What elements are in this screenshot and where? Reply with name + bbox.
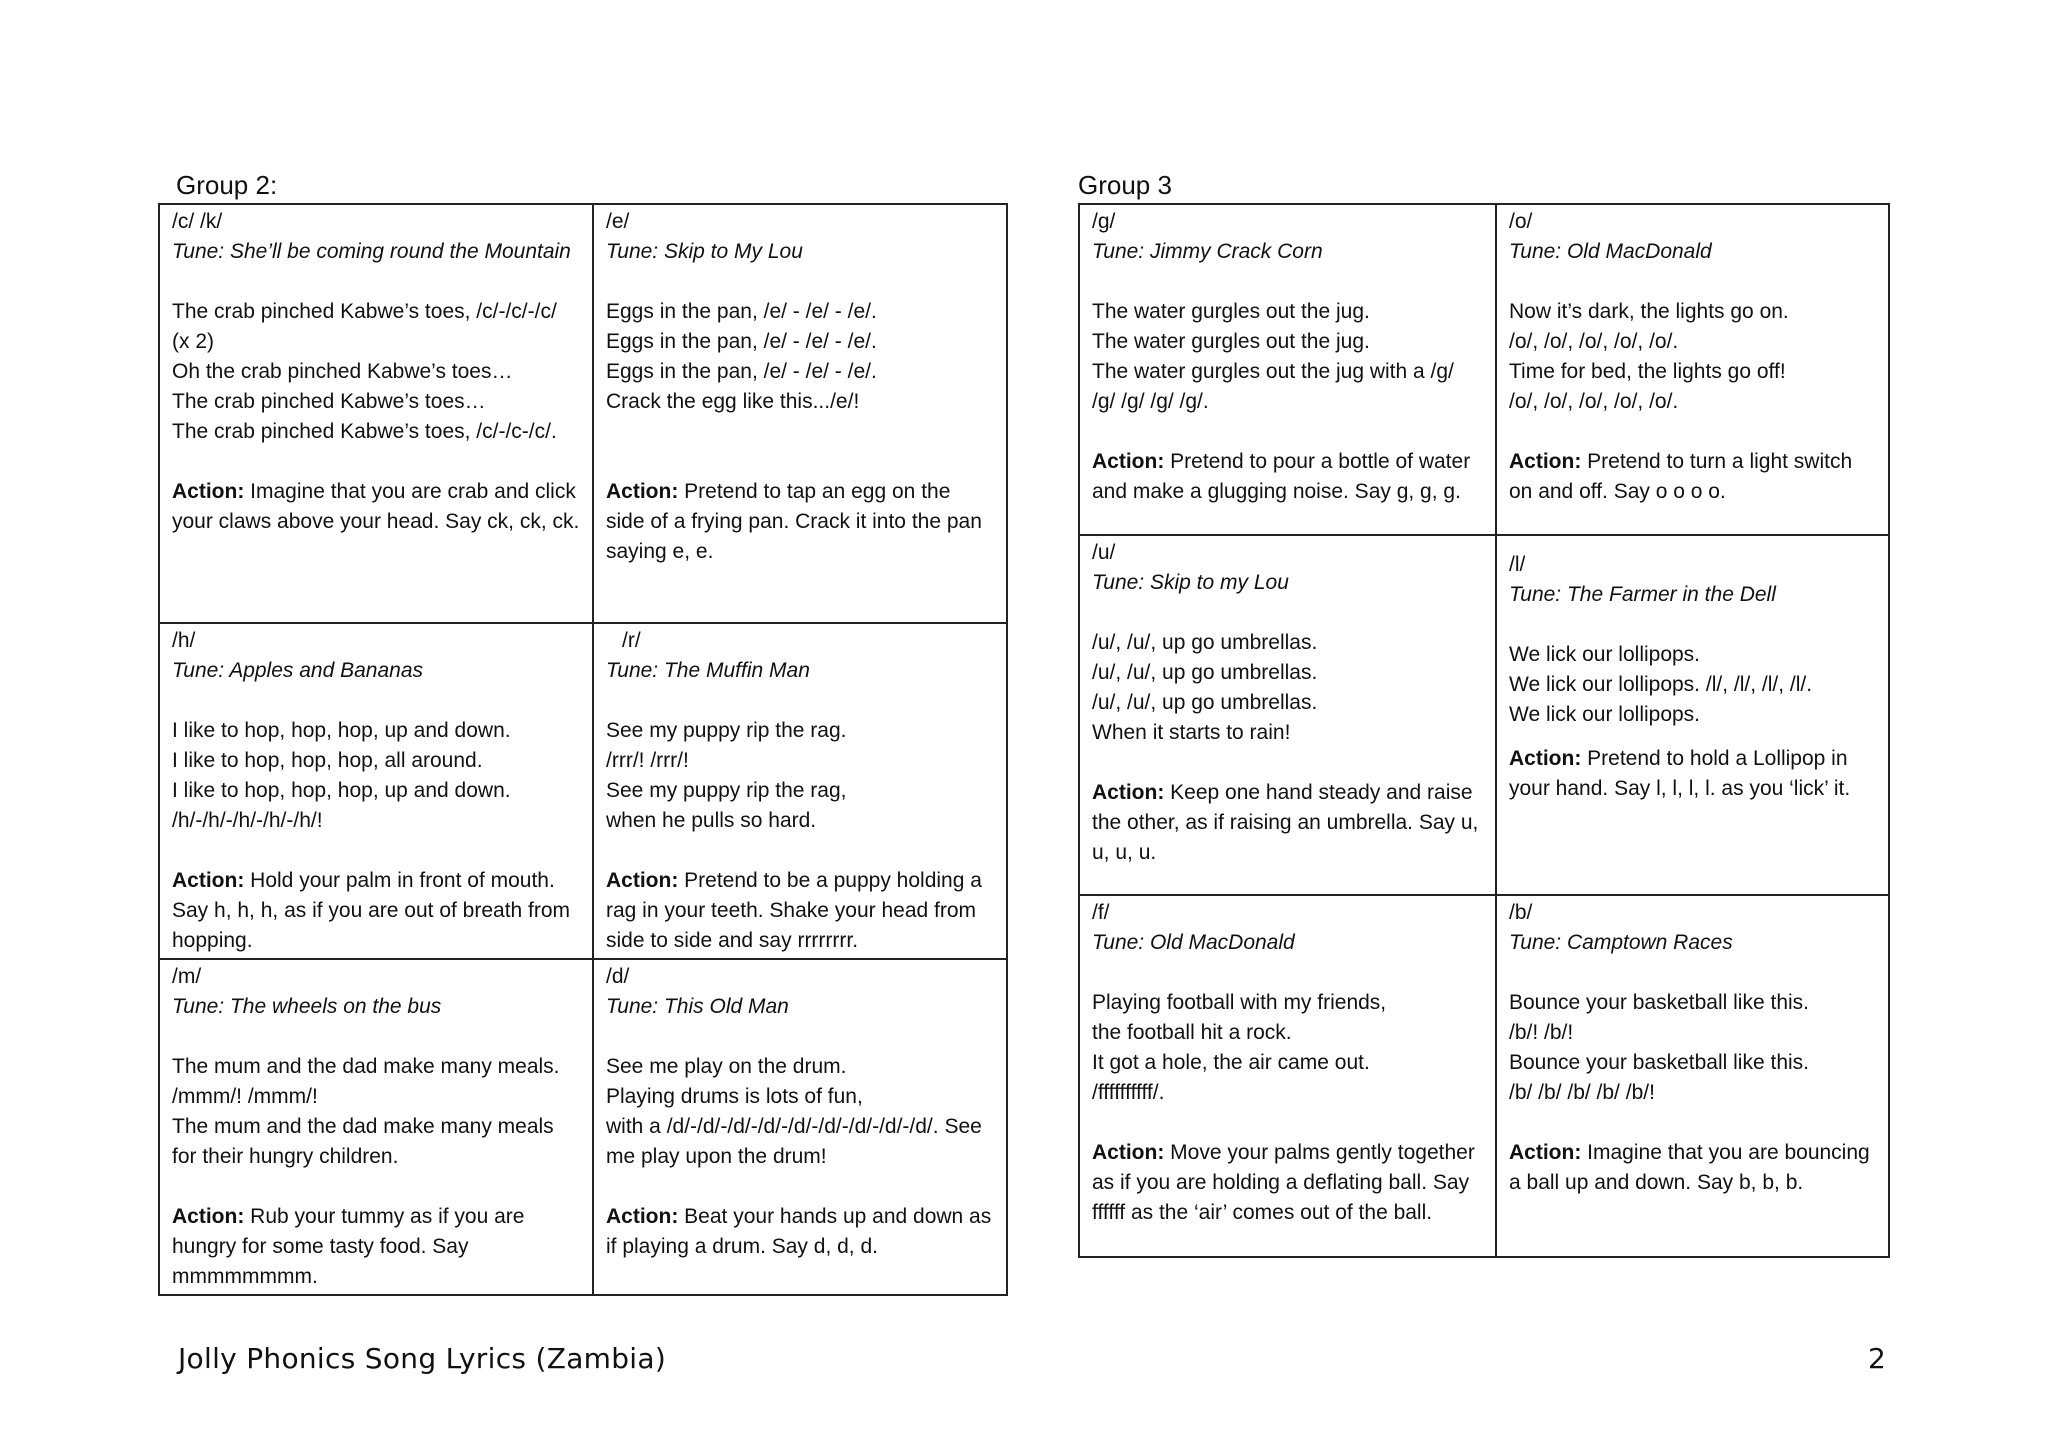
song-lyrics: We lick our lollipops. We lick our lollipops. /l/, /l/, /l/, /l/. We lick our lollipops. [1509, 643, 1813, 726]
group-3-table [1078, 203, 1890, 1258]
sound-label: /f/ [1092, 901, 1110, 924]
sound-label: /r/ [622, 629, 641, 652]
action-instructions [172, 1202, 580, 1292]
action-text: Imagine that you are crab and click your claws above your head. Say ck, ck, ck. [172, 480, 580, 533]
song-lyrics: See me play on the drum. Playing drums is lots of fun, with a /d/-/d/-/d/-/d/-/d/-/d/-/d/-/d/-/d/. See me play upon the drum! [606, 1055, 982, 1168]
song-lyrics: Eggs in the pan, /e/ - /e/ - /e/. Eggs in the pan, /e/ - /e/ - /e/. Eggs in the pan, /e/ - /e/ - /e/. Crack the egg like this.../e/! [606, 300, 877, 413]
sound-label: /g/ [1092, 210, 1116, 233]
cell-o [1496, 204, 1889, 535]
group-3-title: Group 3 [1078, 170, 1172, 200]
sound-label: /u/ [1092, 541, 1116, 564]
action-instructions [1092, 447, 1483, 507]
cell-f [1079, 895, 1496, 1257]
action-label: Action: [1509, 747, 1582, 770]
action-text: Pretend to be a puppy holding a rag in your teeth. Shake your head from side to side and say rrrrrrrr. [606, 869, 982, 952]
action-text: Pretend to turn a light switch on and off. Say o o o o. [1509, 450, 1853, 503]
sound-label: /m/ [172, 965, 202, 988]
cell-c-k [159, 204, 593, 623]
song-lyrics: See my puppy rip the rag. /rrr/! /rrr/! See my puppy rip the rag, when he pulls so hard. [606, 719, 847, 832]
action-label: Action: [1092, 781, 1165, 804]
group-2-title: Group 2: [176, 170, 278, 200]
action-instructions [1092, 778, 1483, 868]
sound-label: /d/ [606, 965, 630, 988]
tune-label: Tune: The Muffin Man [606, 659, 810, 682]
action-instructions [1092, 1138, 1483, 1228]
action-label: Action: [1092, 1141, 1165, 1164]
cell-r [593, 623, 1007, 959]
action-label: Action: [1509, 1141, 1582, 1164]
cell-b [1496, 895, 1889, 1257]
action-label: Action: [172, 480, 245, 503]
tune-label: Tune: Skip to my Lou [1092, 571, 1289, 594]
song-lyrics: /u/, /u/, up go umbrellas. /u/, /u/, up go umbrellas. /u/, /u/, up go umbrellas. When it starts to rain! [1092, 631, 1318, 744]
action-instructions [172, 477, 580, 537]
tune-label: Tune: The Farmer in the Dell [1509, 583, 1776, 606]
sound-label: /h/ [172, 629, 196, 652]
tune-label: Tune: Skip to My Lou [606, 240, 803, 263]
action-label: Action: [606, 1205, 679, 1228]
tune-label: Tune: Old MacDonald [1509, 240, 1712, 263]
cell-e [593, 204, 1007, 623]
cell-g [1079, 204, 1496, 535]
song-lyrics: Now it’s dark, the lights go on. /o/, /o/, /o/, /o/, /o/. Time for bed, the lights go off! /o/, /o/, /o/, /o/, /o/. [1509, 300, 1789, 413]
cell-m [159, 959, 593, 1295]
action-label: Action: [606, 480, 679, 503]
action-instructions [606, 1202, 994, 1262]
sound-label: /l/ [1509, 553, 1526, 576]
sound-label: /c/ /k/ [172, 210, 223, 233]
tune-label: Tune: Jimmy Crack Corn [1092, 240, 1323, 263]
action-text: Keep one hand steady and raise the other, as if raising an umbrella. Say u, u, u, u. [1092, 781, 1479, 864]
tune-label: Tune: She’ll be coming round the Mountain [172, 240, 571, 263]
cell-u [1079, 535, 1496, 895]
action-text: Rub your tummy as if you are hungry for some tasty food. Say mmmmmmmm. [172, 1205, 525, 1288]
song-lyrics: Playing football with my friends, the football hit a rock. It got a hole, the air came out. /ffffffffff/. [1092, 991, 1387, 1104]
tune-label: Tune: Apples and Bananas [172, 659, 424, 682]
action-label: Action: [1509, 450, 1582, 473]
tune-label: Tune: This Old Man [606, 995, 789, 1018]
sound-label: /o/ [1509, 210, 1533, 233]
action-instructions [606, 477, 994, 567]
action-text: Pretend to pour a bottle of water and make a glugging noise. Say g, g, g. [1092, 450, 1471, 503]
song-lyrics: Bounce your basketball like this. /b/! /b/! Bounce your basketball like this. /b/ /b/ /b/ /b/ /b/! [1509, 991, 1809, 1104]
action-text: Pretend to tap an egg on the side of a frying pan. Crack it into the pan saying e, e. [606, 480, 982, 563]
action-label: Action: [1092, 450, 1165, 473]
action-label: Action: [172, 869, 245, 892]
action-instructions [1509, 447, 1876, 507]
action-label: Action: [172, 1205, 245, 1228]
group-2-table [158, 203, 1008, 1296]
action-text: Move your palms gently together as if you are holding a deflating ball. Say ffffff as the ‘air’ comes out of the ball. [1092, 1141, 1475, 1224]
tune-label: Tune: Camptown Races [1509, 931, 1733, 954]
footer-title: Jolly Phonics Song Lyrics (Zambia) [178, 1342, 667, 1375]
action-instructions [172, 866, 580, 956]
page-number: 2 [1868, 1342, 1886, 1375]
sound-label: /b/ [1509, 901, 1533, 924]
tune-label: Tune: The wheels on the bus [172, 995, 442, 1018]
cell-l [1496, 535, 1889, 895]
song-lyrics: The crab pinched Kabwe’s toes, /c/-/c/-/c/ (x 2) Oh the crab pinched Kabwe’s toes… The crab pinched Kabwe’s toes… The crab pinched Kabwe’s toes, /c/-/c-/c/. [172, 300, 557, 443]
action-text: Beat your hands up and down as if playing a drum. Say d, d, d. [606, 1205, 992, 1258]
action-label: Action: [606, 869, 679, 892]
action-instructions [606, 866, 994, 956]
action-instructions [1509, 1138, 1876, 1198]
tune-label: Tune: Old MacDonald [1092, 931, 1295, 954]
sound-label: /e/ [606, 210, 630, 233]
song-lyrics: The water gurgles out the jug. The water gurgles out the jug. The water gurgles out the jug with a /g/ /g/ /g/ /g/ /g/. [1092, 300, 1454, 413]
song-lyrics: The mum and the dad make many meals. /mmm/! /mmm/! The mum and the dad make many meals for their hungry children. [172, 1055, 560, 1168]
action-text: Hold your palm in front of mouth. Say h, h, h, as if you are out of breath from hopping. [172, 869, 571, 952]
song-lyrics: I like to hop, hop, hop, up and down. I like to hop, hop, hop, all around. I like to hop, hop, hop, up and down. /h/-/h/-/h/-/h/-/h/! [172, 719, 511, 832]
cell-h [159, 623, 593, 959]
action-text: Pretend to hold a Lollipop in your hand. Say l, l, l, l. as you ‘lick’ it. [1509, 747, 1851, 800]
action-instructions [1509, 744, 1876, 804]
cell-d [593, 959, 1007, 1295]
action-text: Imagine that you are bouncing a ball up and down. Say b, b, b. [1509, 1141, 1870, 1194]
